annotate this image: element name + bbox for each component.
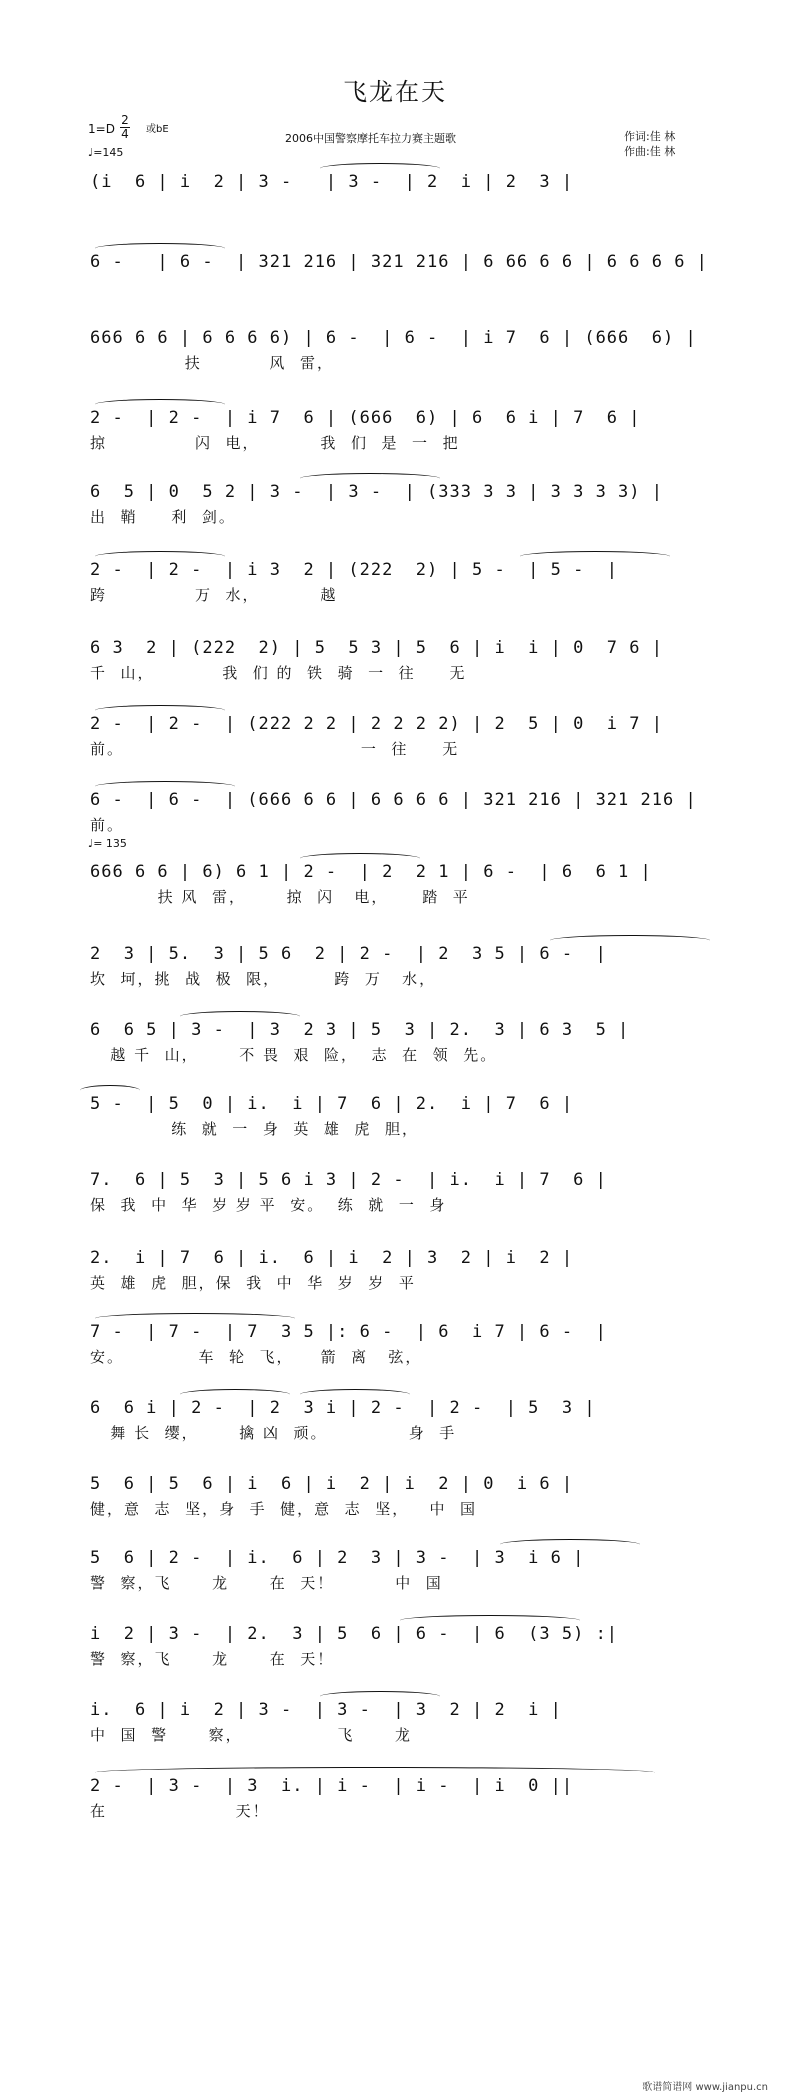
system-notes: i. 6 | i 2 | 3 - | 3 - | 3 2 | 2 i | bbox=[90, 1700, 562, 1720]
system-lyrics: 练 就 一 身 英 雄 虎 胆， bbox=[90, 1120, 419, 1138]
system-notes: 6 - | 6 - | (666 6 6 | 6 6 6 6 | 321 216 | 321 216 | bbox=[90, 790, 697, 810]
system-notes: 5 6 | 2 - | i. 6 | 2 3 | 3 - | 3 i 6 | bbox=[90, 1548, 585, 1568]
tempo-change-marking: ♩= 135 bbox=[88, 837, 127, 850]
song-title: 飞龙在天 bbox=[343, 78, 447, 106]
alternate-key: 或bE bbox=[146, 124, 169, 135]
system-lyrics: 舞 长 缨， 擒 凶 顽。 身 手 bbox=[90, 1424, 457, 1442]
system-lyrics: 越 千 山， 不 畏 艰 险， 志 在 领 先。 bbox=[90, 1046, 498, 1064]
system-notes: 2 - | 2 - | i 3 2 | (222 2) | 5 - | 5 - | bbox=[90, 560, 619, 580]
slur-arc bbox=[95, 243, 225, 254]
slur-arc bbox=[300, 1389, 410, 1400]
system-notes: 2 3 | 5. 3 | 5 6 2 | 2 - | 2 3 5 | 6 - | bbox=[90, 944, 607, 964]
system-lyrics: 警 察，飞 龙 在 天！ bbox=[90, 1650, 335, 1668]
system-notes: 2 - | 2 - | i 7 6 | (666 6) | 6 6 i | 7 6 | bbox=[90, 408, 641, 428]
slur-arc bbox=[300, 473, 440, 484]
composer-credit: 作曲:佳 林 bbox=[624, 145, 676, 158]
slur-arc bbox=[95, 399, 225, 410]
system-lyrics: 坎 坷，挑 战 极 限， 跨 万 水， bbox=[90, 970, 437, 988]
system-notes: 666 6 6 | 6) 6 1 | 2 - | 2 2 1 | 6 - | 6 6 1 | bbox=[90, 862, 652, 882]
system-notes: 5 - | 5 0 | i. i | 7 6 | 2. i | 7 6 | bbox=[90, 1094, 574, 1114]
site-watermark: 歌谱简谱网 www.jianpu.cn bbox=[642, 2082, 768, 2093]
slur-arc bbox=[180, 1011, 300, 1022]
system-notes: 2. i | 7 6 | i. 6 | i 2 | 3 2 | i 2 | bbox=[90, 1248, 574, 1268]
system-notes: 2 - | 3 - | 3 i. | i - | i - | i 0 || bbox=[90, 1776, 574, 1796]
system-notes: 5 6 | 5 6 | i 6 | i 2 | i 2 | 0 i 6 | bbox=[90, 1474, 574, 1494]
slur-arc bbox=[320, 1691, 440, 1702]
system-lyrics: 警 察，飞 龙 在 天！ 中 国 bbox=[90, 1574, 443, 1592]
system-notes: i 2 | 3 - | 2. 3 | 5 6 | 6 - | 6 (3 5) :| bbox=[90, 1624, 619, 1644]
system-notes: (i 6 | i 2 | 3 - | 3 - | 2 i | 2 3 | bbox=[90, 172, 574, 192]
slur-arc bbox=[400, 1615, 580, 1626]
system-lyrics: 安。 车 轮 飞， 箭 离 弦， bbox=[90, 1348, 423, 1366]
tempo-marking: ♩=145 bbox=[88, 146, 124, 159]
system-lyrics: 中 国 警 察， 飞 龙 bbox=[90, 1726, 413, 1744]
slur-arc bbox=[95, 1767, 655, 1778]
slur-arc bbox=[95, 781, 235, 792]
system-lyrics: 掠 闪 电， 我 们 是 一 把 bbox=[90, 434, 460, 452]
system-lyrics: 扶 风 雷， 掠 闪 电， 踏 平 bbox=[90, 888, 470, 906]
slur-arc bbox=[95, 705, 225, 716]
slur-arc bbox=[95, 551, 225, 562]
system-notes: 6 5 | 0 5 2 | 3 - | 3 - | (333 3 3 | 3 3 3 3) | bbox=[90, 482, 663, 502]
system-notes: 6 6 5 | 3 - | 3 2 3 | 5 3 | 2. 3 | 6 3 5 | bbox=[90, 1020, 630, 1040]
system-notes: 6 6 i | 2 - | 2 3 i | 2 - | 2 - | 5 3 | bbox=[90, 1398, 596, 1418]
system-notes: 6 - | 6 - | 321 216 | 321 216 | 6 66 6 6 | 6 6 6 6 | bbox=[90, 252, 708, 272]
system-lyrics: 出 鞘 利 剑。 bbox=[90, 508, 236, 526]
lyricist-credit: 作词:佳 林 bbox=[624, 130, 676, 143]
slur-arc bbox=[320, 163, 440, 174]
slur-arc bbox=[95, 1313, 295, 1324]
system-notes: 7 - | 7 - | 7 3 5 |: 6 - | 6 i 7 | 6 - | bbox=[90, 1322, 607, 1342]
slur-arc bbox=[500, 1539, 640, 1550]
time-signature bbox=[120, 114, 130, 141]
system-notes: 6 3 2 | (222 2) | 5 5 3 | 5 6 | i i | 0 7 6 | bbox=[90, 638, 663, 658]
system-lyrics: 跨 万 水， 越 bbox=[90, 586, 338, 604]
slur-arc bbox=[180, 1389, 290, 1400]
key-signature: 1=D bbox=[88, 122, 115, 136]
time-sig-denominator: 4 bbox=[121, 127, 129, 141]
system-lyrics: 前。 bbox=[90, 816, 125, 834]
system-notes: 2 - | 2 - | (222 2 2 | 2 2 2 2) | 2 5 | 0 i 7 | bbox=[90, 714, 663, 734]
system-notes: 7. 6 | 5 3 | 5 6 i 3 | 2 - | i. i | 7 6 | bbox=[90, 1170, 607, 1190]
slur-arc bbox=[80, 1085, 140, 1096]
system-lyrics: 在 天！ bbox=[90, 1802, 270, 1820]
system-notes: 666 6 6 | 6 6 6 6) | 6 - | 6 - | i 7 6 | (666 6) | bbox=[90, 328, 697, 348]
system-lyrics: 健，意 志 坚，身 手 健，意 志 坚， 中 国 bbox=[90, 1500, 478, 1518]
system-lyrics: 英 雄 虎 胆，保 我 中 华 岁 岁 平 bbox=[90, 1274, 416, 1292]
slur-arc bbox=[550, 935, 710, 946]
song-subtitle: 2006中国警察摩托车拉力赛主题歌 bbox=[285, 132, 456, 145]
system-lyrics: 扶 风 雷， bbox=[90, 354, 334, 372]
system-lyrics: 保 我 中 华 岁 岁 平 安。 练 就 一 身 bbox=[90, 1196, 447, 1214]
system-lyrics: 千 山， 我 们 的 铁 骑 一 往 无 bbox=[90, 664, 467, 682]
time-sig-numerator: 2 bbox=[121, 113, 129, 127]
slur-arc bbox=[300, 853, 420, 864]
slur-arc bbox=[520, 551, 670, 562]
system-lyrics: 前。 一 往 无 bbox=[90, 740, 460, 758]
